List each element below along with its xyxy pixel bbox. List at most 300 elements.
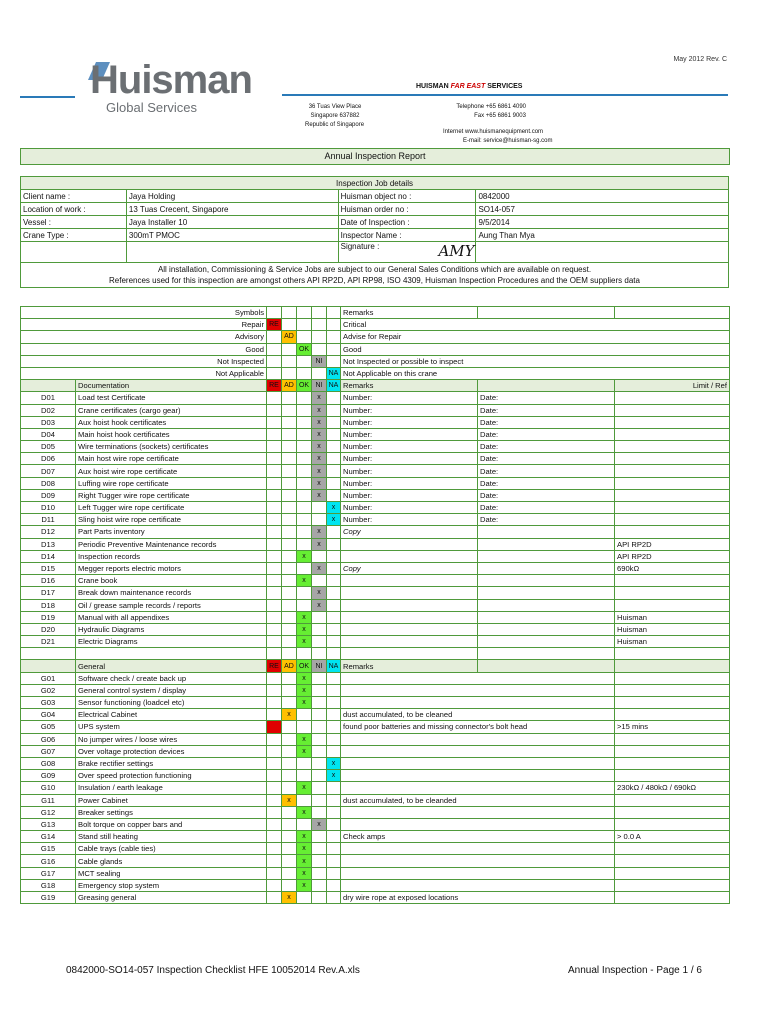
table-cell [282, 367, 297, 379]
table-cell [312, 575, 327, 587]
limit-ref [615, 892, 730, 904]
status-mark: x [297, 843, 312, 855]
location-value: 13 Tuas Crecent, Singapore [126, 203, 338, 216]
table-cell [21, 648, 76, 660]
item-id: D06 [21, 453, 76, 465]
table-cell [615, 307, 730, 319]
limit-ref [615, 575, 730, 587]
checklist-row [21, 892, 730, 904]
table-cell [312, 721, 327, 733]
checklist-row [21, 404, 730, 416]
documentation-heading-row [21, 380, 730, 392]
item-description: Sling hoist wire rope certificate [76, 514, 267, 526]
item-description: Brake rectifier settings [76, 757, 267, 769]
item-description: Aux hoist hook certificates [76, 416, 267, 428]
limit-ref [615, 453, 730, 465]
remark-number [341, 611, 478, 623]
item-description: Crane certificates (cargo gear) [76, 404, 267, 416]
email-link[interactable]: E-mail: service@huisman-sg.com [463, 138, 553, 144]
table-cell [327, 428, 341, 440]
item-description: Wire terminations (sockets) certificates [76, 441, 267, 453]
symbol-label: Advisory [21, 331, 267, 343]
checklist-row [21, 611, 730, 623]
remark-date [478, 526, 615, 538]
symbol-row [21, 355, 730, 367]
checklist-row [21, 636, 730, 648]
item-description: Cable glands [76, 855, 267, 867]
table-cell [267, 892, 282, 904]
item-id: D21 [21, 636, 76, 648]
table-cell [282, 514, 297, 526]
remark-number: Number: [341, 441, 478, 453]
table-cell [312, 550, 327, 562]
checklist-row [21, 465, 730, 477]
remark-date: Date: [478, 404, 615, 416]
table-cell [297, 331, 312, 343]
table-cell [282, 526, 297, 538]
symbol-code: OK [297, 343, 312, 355]
status-mark: x [297, 745, 312, 757]
item-id: D01 [21, 392, 76, 404]
table-cell [327, 733, 341, 745]
item-remark [341, 818, 615, 830]
item-description: Main hoist hook certificates [76, 428, 267, 440]
table-cell [282, 611, 297, 623]
table-cell [267, 636, 282, 648]
limit-ref [615, 867, 730, 879]
item-description: Cable trays (cable ties) [76, 843, 267, 855]
general-heading-row [21, 660, 730, 672]
item-id: G11 [21, 794, 76, 806]
item-description: Emergency stop system [76, 879, 267, 891]
table-cell [327, 794, 341, 806]
item-id: D16 [21, 575, 76, 587]
checklist-row [21, 477, 730, 489]
remark-date: Date: [478, 416, 615, 428]
table-cell [267, 331, 282, 343]
table-cell [327, 319, 341, 331]
status-mark: x [312, 404, 327, 416]
checklist-row [21, 733, 730, 745]
status-mark: x [282, 794, 297, 806]
status-mark: x [282, 892, 297, 904]
table-cell [327, 538, 341, 550]
limit-ref [615, 465, 730, 477]
status-column-header: RE [267, 660, 282, 672]
limit-ref [615, 855, 730, 867]
table-cell [267, 818, 282, 830]
checklist-row [21, 745, 730, 757]
status-mark: x [297, 867, 312, 879]
table-cell [312, 782, 327, 794]
limit-ref [615, 697, 730, 709]
table-cell [327, 489, 341, 501]
remark-date: Date: [478, 453, 615, 465]
footer-filename: 0842000-SO14-057 Inspection Checklist HFE 10052014 Rev.A.xls [66, 965, 360, 976]
table-cell [327, 355, 341, 367]
table-cell [282, 843, 297, 855]
item-description: Oil / grease sample records / reports [76, 599, 267, 611]
table-cell [327, 331, 341, 343]
checklist-row [21, 441, 730, 453]
item-remark [341, 770, 615, 782]
order-label: Huisman order no : [338, 203, 476, 216]
table-cell [267, 416, 282, 428]
table-cell [297, 477, 312, 489]
order-value: SO14-057 [476, 203, 729, 216]
status-column-header: NI [312, 660, 327, 672]
table-cell [267, 538, 282, 550]
checklist-row [21, 575, 730, 587]
remark-date [478, 538, 615, 550]
table-cell [282, 355, 297, 367]
table-cell [297, 599, 312, 611]
phone-text: Telephone +65 6861 4090 [456, 104, 526, 110]
remark-number: Number: [341, 502, 478, 514]
table-cell [478, 380, 615, 392]
inspector-value: Aung Than Mya [476, 229, 729, 242]
table-cell [282, 721, 297, 733]
status-mark: x [297, 831, 312, 843]
limit-ref [615, 745, 730, 757]
table-cell [312, 684, 327, 696]
table-cell [282, 855, 297, 867]
checklist-row [21, 526, 730, 538]
table-cell [267, 709, 282, 721]
table-cell [297, 757, 312, 769]
symbols-heading: Symbols [21, 307, 267, 319]
company-phone-fax [440, 103, 526, 121]
item-id: G08 [21, 757, 76, 769]
item-description: Manual with all appendixes [76, 611, 267, 623]
remark-number [341, 636, 478, 648]
status-mark: x [297, 697, 312, 709]
symbol-code: RE [267, 319, 282, 331]
table-cell [327, 587, 341, 599]
table-cell [267, 697, 282, 709]
item-remark [341, 684, 615, 696]
table-cell [282, 441, 297, 453]
status-column-header: AD [282, 660, 297, 672]
checklist-row [21, 538, 730, 550]
table-cell [327, 697, 341, 709]
limit-ref [615, 599, 730, 611]
remark-number [341, 550, 478, 562]
status-mark: x [312, 587, 327, 599]
table-cell [327, 721, 341, 733]
symbol-code: NA [327, 367, 341, 379]
table-cell [327, 806, 341, 818]
table-cell [267, 831, 282, 843]
limit-ref: API RP2D [615, 538, 730, 550]
location-label: Location of work : [21, 203, 127, 216]
item-id: D13 [21, 538, 76, 550]
table-cell [327, 575, 341, 587]
table-cell [297, 562, 312, 574]
table-cell [297, 770, 312, 782]
table-cell [267, 355, 282, 367]
table-cell [312, 319, 327, 331]
limit-ref [615, 709, 730, 721]
table-cell [297, 818, 312, 830]
checklist-row [21, 502, 730, 514]
table-cell [282, 782, 297, 794]
table-cell [267, 428, 282, 440]
remarks-column-header: Remarks [341, 380, 478, 392]
table-cell [327, 782, 341, 794]
table-cell [267, 599, 282, 611]
logo-underline [20, 96, 75, 98]
checklist-row [21, 672, 730, 684]
limit-ref [615, 514, 730, 526]
symbol-remark: Not Applicable on this crane [341, 367, 730, 379]
status-mark: x [297, 672, 312, 684]
table-cell [267, 733, 282, 745]
date-value: 9/5/2014 [476, 216, 729, 229]
remark-number: Copy [341, 562, 478, 574]
signature-label: Signature : [338, 242, 476, 263]
item-id: G14 [21, 831, 76, 843]
table-cell [267, 672, 282, 684]
table-cell [282, 733, 297, 745]
general-heading: General [76, 660, 267, 672]
symbol-label: Not Applicable [21, 367, 267, 379]
table-cell [282, 319, 297, 331]
limit-ref: > 0.0 A [615, 831, 730, 843]
status-column-header: NA [327, 660, 341, 672]
item-id: D14 [21, 550, 76, 562]
status-mark: x [312, 441, 327, 453]
item-remark: found poor batteries and missing connector's bolt head [341, 721, 615, 733]
table-cell [327, 416, 341, 428]
status-mark: x [297, 782, 312, 794]
remark-number: Number: [341, 404, 478, 416]
item-description: Part Parts inventory [76, 526, 267, 538]
status-column-header: OK [297, 380, 312, 392]
table-cell [267, 404, 282, 416]
limit-ref [615, 806, 730, 818]
item-id: G07 [21, 745, 76, 757]
limit-ref [615, 794, 730, 806]
checklist-row [21, 757, 730, 769]
checklist-row [21, 794, 730, 806]
symbol-row [21, 343, 730, 355]
limit-ref [615, 477, 730, 489]
item-description: Insulation / earth leakage [76, 782, 267, 794]
item-remark [341, 855, 615, 867]
table-cell [267, 392, 282, 404]
table-cell [327, 404, 341, 416]
table-cell [297, 416, 312, 428]
limit-ref [615, 392, 730, 404]
table-cell [267, 684, 282, 696]
table-cell [327, 745, 341, 757]
status-mark: x [297, 733, 312, 745]
remark-number: Number: [341, 453, 478, 465]
table-cell [282, 587, 297, 599]
item-remark [341, 782, 615, 794]
table-cell [312, 831, 327, 843]
table-cell [267, 575, 282, 587]
table-cell [341, 648, 478, 660]
symbol-remark: Critical [341, 319, 730, 331]
table-cell [297, 721, 312, 733]
item-remark [341, 867, 615, 879]
table-cell [282, 538, 297, 550]
table-cell [267, 757, 282, 769]
vessel-label: Vessel : [21, 216, 127, 229]
table-cell [282, 502, 297, 514]
checklist-row [21, 599, 730, 611]
table-cell [615, 648, 730, 660]
table-cell [282, 550, 297, 562]
brand-suffix: SERVICES [487, 83, 523, 90]
checklist-row [21, 709, 730, 721]
checklist-row [21, 855, 730, 867]
table-cell [478, 660, 615, 672]
remark-date: Date: [478, 392, 615, 404]
table-cell [282, 806, 297, 818]
address-line: Singapore 637882 [310, 113, 360, 119]
remark-number [341, 623, 478, 635]
table-cell [267, 502, 282, 514]
table-cell [267, 587, 282, 599]
status-column-header: NA [327, 380, 341, 392]
revision-label: May 2012 Rev. C [673, 56, 727, 63]
status-mark: x [327, 770, 341, 782]
item-description: General control system / display [76, 684, 267, 696]
table-cell [282, 404, 297, 416]
limit-ref [615, 672, 730, 684]
table-cell [312, 709, 327, 721]
remark-date [478, 587, 615, 599]
table-cell [282, 770, 297, 782]
limit-ref: 690kΩ [615, 562, 730, 574]
table-cell [267, 453, 282, 465]
item-id: D02 [21, 404, 76, 416]
item-id: D03 [21, 416, 76, 428]
item-id: D04 [21, 428, 76, 440]
item-remark [341, 733, 615, 745]
status-mark: x [297, 575, 312, 587]
status-column-header: AD [282, 380, 297, 392]
limit-ref [615, 416, 730, 428]
table-cell [327, 453, 341, 465]
table-cell [282, 879, 297, 891]
symbol-label: Repair [21, 319, 267, 331]
table-cell [297, 489, 312, 501]
remark-number: Number: [341, 392, 478, 404]
item-description: Inspection records [76, 550, 267, 562]
remark-date [478, 599, 615, 611]
item-description: Software check / create back up [76, 672, 267, 684]
table-cell [312, 611, 327, 623]
checklist-row [21, 587, 730, 599]
table-cell [327, 307, 341, 319]
table-cell [282, 343, 297, 355]
checklist-row [21, 697, 730, 709]
crane-value: 300mT PMOC [126, 229, 338, 242]
table-cell [282, 392, 297, 404]
checklist-row [21, 453, 730, 465]
remark-number [341, 538, 478, 550]
item-id: G10 [21, 782, 76, 794]
symbols-remarks-heading: Remarks [341, 307, 478, 319]
logo-name: Huisman [90, 58, 252, 102]
remark-number [341, 599, 478, 611]
item-remark: Check amps [341, 831, 615, 843]
item-description: Main host wire rope certificate [76, 453, 267, 465]
symbol-code: AD [282, 331, 297, 343]
table-cell [282, 307, 297, 319]
disclaimer-conditions: All installation, Commissioning & Service Jobs are subject to our General Sales Conditions which are available on request. [157, 265, 592, 274]
report-title: Annual Inspection Report [20, 148, 730, 165]
table-cell [297, 648, 312, 660]
status-mark: x [312, 416, 327, 428]
item-id: G15 [21, 843, 76, 855]
checklist-row [21, 867, 730, 879]
item-description: Luffing wire rope certificate [76, 477, 267, 489]
status-mark: x [327, 514, 341, 526]
item-description: Greasing general [76, 892, 267, 904]
internet-link[interactable]: Internet www.huismanequipment.com [443, 129, 544, 135]
item-id: D05 [21, 441, 76, 453]
table-cell [282, 636, 297, 648]
table-cell [267, 489, 282, 501]
limit-ref [615, 587, 730, 599]
table-cell [267, 855, 282, 867]
item-description: Megger reports electric motors [76, 562, 267, 574]
limit-ref [615, 428, 730, 440]
table-cell [327, 892, 341, 904]
item-id: D07 [21, 465, 76, 477]
remark-date [478, 562, 615, 574]
remark-date: Date: [478, 514, 615, 526]
status-mark: x [312, 538, 327, 550]
table-cell [312, 879, 327, 891]
item-description: Electric Diagrams [76, 636, 267, 648]
remark-number: Number: [341, 489, 478, 501]
table-cell [267, 465, 282, 477]
table-cell [282, 623, 297, 635]
table-cell [312, 502, 327, 514]
status-mark: x [312, 599, 327, 611]
table-cell [297, 319, 312, 331]
table-cell [267, 782, 282, 794]
signature: AMY [438, 242, 475, 260]
vessel-value: Jaya Installer 10 [126, 216, 338, 229]
status-mark: x [297, 550, 312, 562]
inspector-label: Inspector Name : [338, 229, 476, 242]
item-remark [341, 843, 615, 855]
table-cell [327, 831, 341, 843]
date-label: Date of Inspection : [338, 216, 476, 229]
table-cell [267, 514, 282, 526]
table-cell [21, 380, 76, 392]
symbol-row [21, 331, 730, 343]
table-cell [282, 745, 297, 757]
limit-ref: Huisman [615, 623, 730, 635]
item-remark: dust accumulated, to be cleaned [341, 709, 615, 721]
item-id: G17 [21, 867, 76, 879]
checklist-row [21, 843, 730, 855]
remark-date: Date: [478, 502, 615, 514]
footer-page: Annual Inspection - Page 1 / 6 [568, 965, 702, 976]
status-column-header: OK [297, 660, 312, 672]
table-cell [267, 611, 282, 623]
inspection-checklist-table [20, 306, 730, 904]
table-cell [76, 648, 267, 660]
